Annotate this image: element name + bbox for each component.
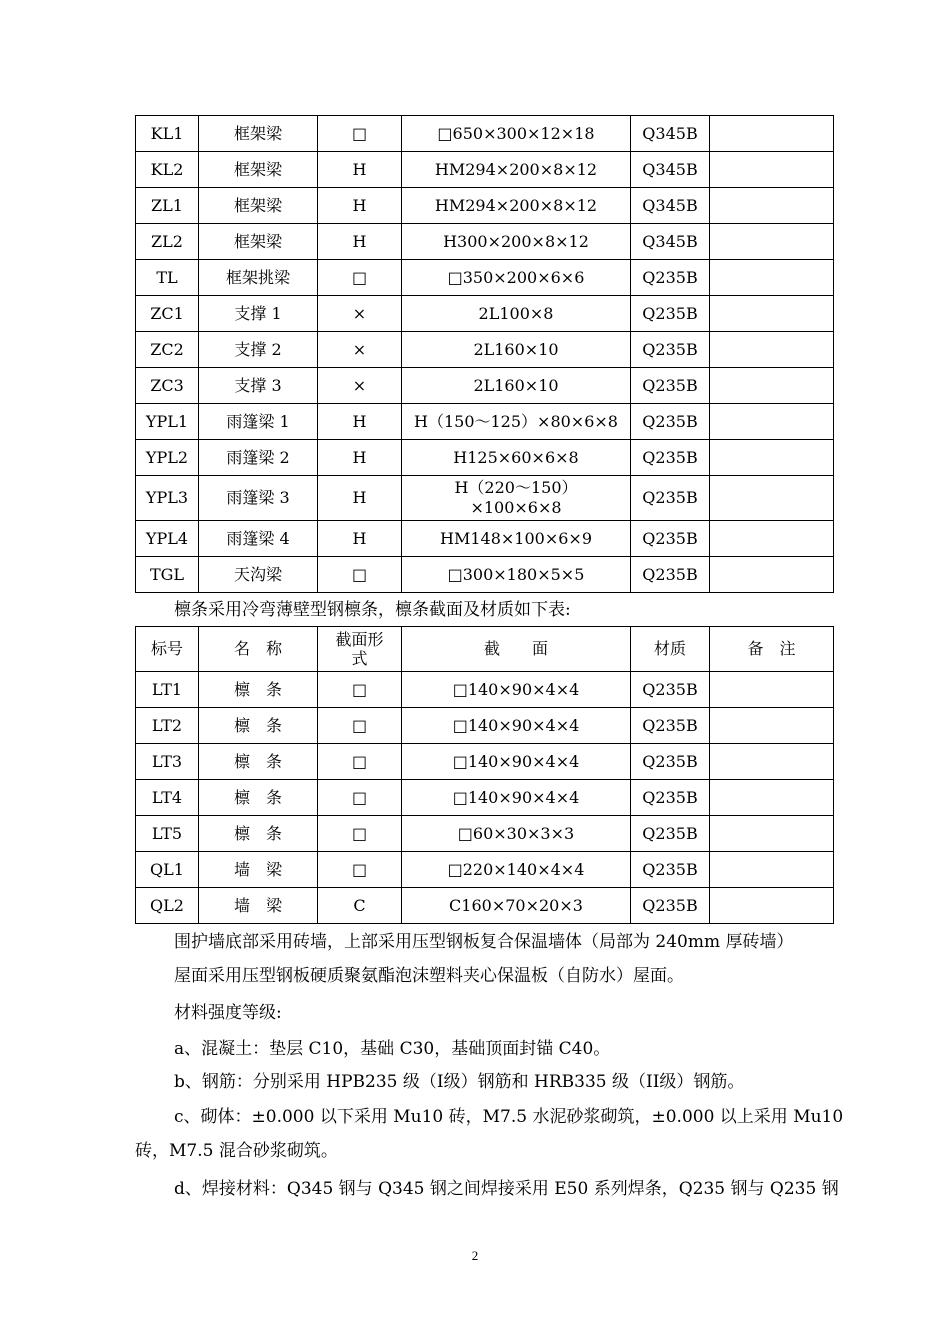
table-cell: Q235B [631, 521, 710, 557]
table-cell: TGL [136, 557, 199, 593]
header-cell: 截 面 [402, 627, 631, 672]
table-cell: KL1 [136, 116, 199, 152]
table-cell: Q345B [631, 116, 710, 152]
table-cell: Q235B [631, 260, 710, 296]
table-row [136, 852, 834, 888]
table-cell: KL2 [136, 152, 199, 188]
table-cell: YPL4 [136, 521, 199, 557]
table-cell [710, 476, 834, 521]
table-cell: 支撑 3 [199, 368, 318, 404]
table-cell: Q345B [631, 152, 710, 188]
table-cell: H（150～125）×80×6×8 [402, 404, 631, 440]
table-cell: C160×70×20×3 [402, 888, 631, 924]
table-cell: 雨篷梁 3 [199, 476, 318, 521]
table-row [136, 188, 834, 224]
table-cell: 2L160×10 [402, 368, 631, 404]
table-cell: H [318, 476, 402, 521]
table-cell: 雨篷梁 1 [199, 404, 318, 440]
table-cell [710, 557, 834, 593]
table-cell: □ [318, 744, 402, 780]
roof-text: 屋面采用压型钢板硬质聚氨酯泡沫塑料夹心保温板（自防水）屋面。 [174, 966, 684, 986]
table-cell: 墙 梁 [199, 888, 318, 924]
table-cell: □220×140×4×4 [402, 852, 631, 888]
table-cell: Q235B [631, 332, 710, 368]
table-cell: □ [318, 708, 402, 744]
table-cell [710, 260, 834, 296]
table-cell: 2L100×8 [402, 296, 631, 332]
table-cell: H125×60×6×8 [402, 440, 631, 476]
header-cell: 截面形式 [318, 627, 402, 672]
table-cell: HM294×200×8×12 [402, 152, 631, 188]
table-cell: TL [136, 260, 199, 296]
table-cell: Q235B [631, 816, 710, 852]
table-cell: 檩 条 [199, 744, 318, 780]
table-cell [710, 188, 834, 224]
table-cell: ZL2 [136, 224, 199, 260]
table-cell: □300×180×5×5 [402, 557, 631, 593]
table-cell: 天沟梁 [199, 557, 318, 593]
table-row [136, 744, 834, 780]
table-row [136, 888, 834, 924]
table-row [136, 404, 834, 440]
table-cell: ZC3 [136, 368, 199, 404]
table-cell: 檩 条 [199, 708, 318, 744]
table-cell: H [318, 224, 402, 260]
table-cell: □140×90×4×4 [402, 744, 631, 780]
header-cell: 材质 [631, 627, 710, 672]
table-cell: □650×300×12×18 [402, 116, 631, 152]
table-cell [710, 708, 834, 744]
purlin-table-header-row [136, 627, 834, 672]
table-cell: 檩 条 [199, 816, 318, 852]
table-cell: Q235B [631, 296, 710, 332]
table-cell [710, 116, 834, 152]
table-cell: C [318, 888, 402, 924]
welding-text: d、焊接材料：Q345 钢与 Q345 钢之间焊接采用 E50 系列焊条，Q235 钢与 Q235 钢 [174, 1179, 839, 1199]
table-cell: Q235B [631, 744, 710, 780]
table-cell [710, 152, 834, 188]
table-cell [710, 816, 834, 852]
table-cell: 雨篷梁 4 [199, 521, 318, 557]
table-cell: □60×30×3×3 [402, 816, 631, 852]
table-cell [710, 744, 834, 780]
table-cell: QL2 [136, 888, 199, 924]
table-cell: Q235B [631, 440, 710, 476]
table-cell: H300×200×8×12 [402, 224, 631, 260]
masonry-text-cont: 砖，M7.5 混合砂浆砌筑。 [135, 1141, 338, 1161]
table-cell: 檩 条 [199, 672, 318, 708]
table-cell: ZL1 [136, 188, 199, 224]
table-cell: HM294×200×8×12 [402, 188, 631, 224]
table-cell: □140×90×4×4 [402, 672, 631, 708]
table-row [136, 260, 834, 296]
table-row [136, 780, 834, 816]
table-row [136, 368, 834, 404]
table-row [136, 708, 834, 744]
page-number: 2 [471, 1248, 479, 1263]
table-cell: 框架挑梁 [199, 260, 318, 296]
table-cell: LT5 [136, 816, 199, 852]
table-row [136, 521, 834, 557]
table-cell: □ [318, 672, 402, 708]
purlin-intro-text: 檩条采用冷弯薄壁型钢檩条，檩条截面及材质如下表: [174, 600, 571, 620]
table-cell: H [318, 404, 402, 440]
table-cell: □ [318, 852, 402, 888]
table-cell: Q235B [631, 557, 710, 593]
table-cell: 支撑 1 [199, 296, 318, 332]
table-cell: × [318, 368, 402, 404]
table-cell: 墙 梁 [199, 852, 318, 888]
concrete-text: a、混凝土：垫层 C10，基础 C30，基础顶面封锚 C40。 [174, 1039, 611, 1059]
table-cell: 框架梁 [199, 224, 318, 260]
table-row [136, 224, 834, 260]
table-cell [710, 440, 834, 476]
table-cell [710, 404, 834, 440]
table-cell: □350×200×6×6 [402, 260, 631, 296]
material-grade-heading: 材料强度等级: [174, 1003, 282, 1023]
table-cell [710, 672, 834, 708]
table-cell: Q235B [631, 368, 710, 404]
table-row [136, 816, 834, 852]
table-cell: 2L160×10 [402, 332, 631, 368]
table-cell: Q235B [631, 888, 710, 924]
table-cell: H [318, 152, 402, 188]
table-cell: ZC2 [136, 332, 199, 368]
table-cell: LT1 [136, 672, 199, 708]
table-row [136, 440, 834, 476]
table-cell: □ [318, 816, 402, 852]
table-cell: □140×90×4×4 [402, 708, 631, 744]
table-cell: QL1 [136, 852, 199, 888]
table-row [136, 476, 834, 521]
table-cell: Q235B [631, 672, 710, 708]
table-row [136, 116, 834, 152]
table-row [136, 296, 834, 332]
table-cell: LT2 [136, 708, 199, 744]
table-cell: □ [318, 557, 402, 593]
table-row [136, 332, 834, 368]
header-cell: 名 称 [199, 627, 318, 672]
table-cell: H [318, 521, 402, 557]
table-cell: HM148×100×6×9 [402, 521, 631, 557]
table-cell [710, 332, 834, 368]
table-row [136, 557, 834, 593]
table-cell: Q235B [631, 852, 710, 888]
table-cell: 雨篷梁 2 [199, 440, 318, 476]
table-cell: 框架梁 [199, 152, 318, 188]
masonry-text: c、砌体：±0.000 以下采用 Mu10 砖，M7.5 水泥砂浆砌筑，±0.000 以上采用 Mu10 [174, 1107, 844, 1127]
table-cell: Q345B [631, 224, 710, 260]
table-cell: H（220～150） ×100×6×8 [402, 476, 631, 521]
table-cell [710, 368, 834, 404]
table-cell: □140×90×4×4 [402, 780, 631, 816]
table-cell: YPL1 [136, 404, 199, 440]
table-cell: 檩 条 [199, 780, 318, 816]
rebar-text: b、钢筋：分别采用 HPB235 级（I级）钢筋和 HRB335 级（II级）钢筋。 [174, 1072, 745, 1092]
table-cell: Q235B [631, 404, 710, 440]
table-cell [710, 852, 834, 888]
table-row [136, 152, 834, 188]
table-cell: Q235B [631, 476, 710, 521]
table-cell: Q235B [631, 780, 710, 816]
table-cell: × [318, 332, 402, 368]
table-cell: YPL3 [136, 476, 199, 521]
table-cell: Q345B [631, 188, 710, 224]
table-cell: □ [318, 780, 402, 816]
purlin-table [135, 626, 834, 924]
table-cell: □ [318, 260, 402, 296]
steel-member-table [135, 115, 834, 593]
table-cell: YPL2 [136, 440, 199, 476]
enclosure-wall-text: 围护墙底部采用砖墙，上部采用压型钢板复合保温墙体（局部为 240mm 厚砖墙） [174, 932, 794, 952]
table-cell: H [318, 188, 402, 224]
table-cell [710, 780, 834, 816]
table-cell: ZC1 [136, 296, 199, 332]
table-cell [710, 224, 834, 260]
table-cell: LT4 [136, 780, 199, 816]
table-cell: □ [318, 116, 402, 152]
table-cell [710, 521, 834, 557]
table-cell: LT3 [136, 744, 199, 780]
table-cell: × [318, 296, 402, 332]
table-cell: 框架梁 [199, 188, 318, 224]
table-cell [710, 296, 834, 332]
table-cell: 支撑 2 [199, 332, 318, 368]
header-cell: 标号 [136, 627, 199, 672]
table-cell [710, 888, 834, 924]
header-cell: 备 注 [710, 627, 834, 672]
table-row [136, 672, 834, 708]
table-cell: H [318, 440, 402, 476]
table-cell: 框架梁 [199, 116, 318, 152]
table-cell: Q235B [631, 708, 710, 744]
